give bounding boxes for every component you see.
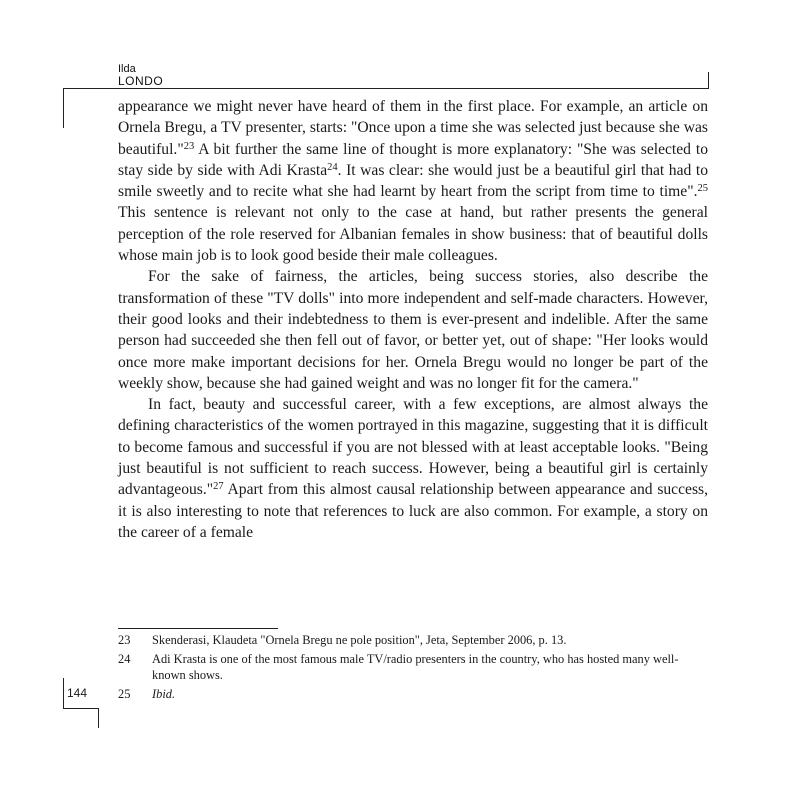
header-rule — [63, 88, 709, 89]
paragraph-3 — [118, 394, 708, 543]
footnote-number: 23 — [118, 633, 131, 647]
running-header-author-last: LONDO — [118, 74, 164, 88]
footnote-number: 25 — [118, 686, 131, 701]
page-number-right-tick — [98, 708, 99, 728]
footnote-text: Ibid. — [152, 686, 176, 701]
paragraph-text: In fact, beauty and successful career, with a few exceptions, are almost always the defining characteristics of the women portrayed in this magazine, suggesting that it is difficult to become famous and successful if you are not blessed with at least acceptable looks. "Being just beautiful is not sufficient to reach success. However, being a beautiful girl is certainly advantageous." — [118, 396, 708, 499]
footnote-ref-23: 23 — [183, 140, 195, 152]
paragraph-text: . It was clear: she would just be a beautiful girl that had to smile sweetly and to recite what she had learnt by heart from the script from time to time". — [118, 161, 708, 201]
paragraph-1 — [118, 96, 708, 266]
footnote-text: Adi Krasta is one of the most famous male TV/radio presenters in the country, who has hosted many well-known shows. — [152, 651, 679, 682]
paragraph-text: Apart from this almost causal relationship between appearance and success, it is also interesting to note that references to luck are also common. For example, a story on the career of a female — [118, 481, 708, 541]
header-left-tick — [63, 88, 64, 128]
paragraph-text: appearance we might never have heard of them in the first place. For example, an article on Ornela Bregu, a TV presenter, starts: "Once upon a time she was selected just because she was beautiful." — [118, 98, 708, 158]
footnote-ref-27: 27 — [213, 481, 224, 493]
paragraph-text: This sentence is relevant not only to the case at hand, but rather presents the general perception of the role reserved for Albanian females in show business: that of beautiful dolls whose main job is to look good beside their male colleagues. — [118, 204, 708, 265]
footnote — [118, 632, 708, 649]
footnote-separator — [118, 628, 278, 629]
footnote-ref-25: 25 — [697, 183, 708, 195]
paragraph-text: A bit further the same line of thought is more explanatory: "She was selected to stay side by side with Adi Krasta — [118, 140, 708, 179]
footnote-text: Skenderasi, Klaudeta "Ornela Bregu ne pole position", Jeta, September 2006, p. 13. — [152, 633, 567, 647]
paragraph-text: For the sake of fairness, the articles, being success stories, also describe the transformation of these "TV dolls" into more independent and self-made characters. However, their good looks and their indebtedness to them is ever-present and indelible. After the same person had succeeded she then fell out of favor, or better yet, out of shape: "Her looks would once more make important decisions for her. Ornela Bregu would no longer be part of the weekly show, because she had gained weight and was no longer fit for the camera." — [118, 268, 708, 392]
footnote — [118, 651, 708, 684]
page-number: 144 — [67, 686, 88, 700]
footnote-number: 24 — [118, 651, 131, 666]
footnote-ref-24: 24 — [327, 161, 338, 173]
page-number-rule — [63, 708, 99, 709]
page-number-left-tick — [63, 678, 64, 709]
body-text — [118, 96, 708, 543]
header-right-tick — [708, 72, 709, 89]
running-header-author-first: Ilda — [118, 63, 136, 75]
footnotes — [118, 632, 708, 704]
footnote — [118, 686, 708, 703]
paragraph-2 — [118, 266, 708, 394]
